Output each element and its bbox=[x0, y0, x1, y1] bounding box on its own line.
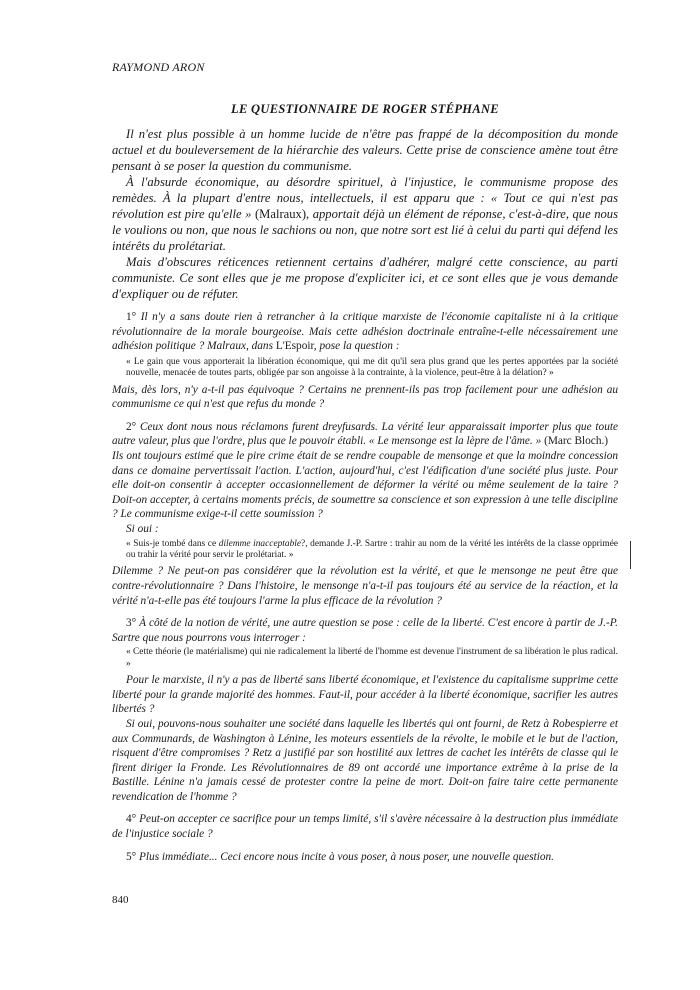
author-header: RAYMOND ARON bbox=[112, 60, 205, 74]
margin-rule bbox=[630, 541, 631, 569]
page-number: 840 bbox=[112, 894, 129, 907]
question-3-marxist: Pour le marxiste, il n'y a pas de liberté sans liberté économique, et l'existence du capitalisme supprime cette liberté pour la grande majorité des hommes. Faut-il, pour accéder à la liberté économique, sacrifier les autres libertés ? bbox=[112, 674, 618, 716]
article-body bbox=[112, 126, 618, 906]
si-oui-label: Si oui : bbox=[126, 522, 159, 535]
quote-sartre-materialisme: « Cette théorie (le matérialisme) qui nie radicalement la liberté de l'homme est devenue l'instrument de sa libération le plus radical. » bbox=[126, 647, 618, 669]
question-1-followup: Mais, dès lors, n'y a-t-il pas équivoque ? Certains ne prennent-ils pas trop facilement pour une adhésion au communisme ce qui n'est que refus du monde ? bbox=[112, 383, 618, 411]
question-3-si-oui: Si oui, pouvons-nous souhaiter une société dans laquelle les libertés qui ont fourni, de Retz à Robespierre et aux Communards, de Washington à Lénine, les moteurs essentiels de la révolte, le mobile et le but de l'action, risquent d'être compromises ? Retz a justifié par son hostilité aux lettres de cachet les intérêts de classe qui le firent diriger la Fronde. Les Révolutionnaires de 89 ont accordé une importance extrême à la prise de la Bastille. Lénine n'a jamais cessé de protester contre la peine de mort. Doit-on faire taire cette permanente revendication de l'homme ? bbox=[112, 717, 618, 803]
question-1: 1° Il n'y a sans doute rien à retrancher à la critique marxiste de l'économie capitaliste ni à la critique révolutionnaire de la morale bourgeoise. Mais cette adhésion doctrinale entraîne-t-elle nécessairement une adhésion politique ? Malraux, dans L'Espoir, pose la question : bbox=[112, 311, 619, 353]
question-2-followup: Dilemme ? Ne peut-on pas considérer que la révolution est la vérité, et que le mensonge ne peut être que contre-révolutionnaire ? Dans l'histoire, le mensonge n'a-t-il pas toujours été au service de la réaction, et la vérité n'a-t-elle pas été toujours l'arme la plus efficace de la révolution ? bbox=[112, 565, 618, 607]
question-2-body: Ils ont toujours estimé que le pire crime était de se rendre coupable de mensonge et que la moindre concession dans ce domaine pervertissait l'action. L'action, aujourd'hui, c'est l'édification d'une société plus juste. Pour elle doit-on consentir à accepter occasionnellement de déformer la vérité ou même seulement de la taire ? Doit-on accepter, à certains moments précis, de soumettre sa conscience et son expression à une telle discipline ? Le communisme exige-t-il cette soumission ? bbox=[112, 449, 618, 521]
article-title: LE QUESTIONNAIRE DE ROGER STÉPHANE bbox=[231, 102, 499, 116]
quote-malraux: « Le gain que vous apporterait la libération économique, qui me dit qu'il sera plus grand que les pertes apportées par la société nouvelle, menacée de toutes parts, obligée par son angoisse à la contrainte, à la violence, peut-être à la délation? » bbox=[126, 356, 618, 379]
quote-sartre-dilemme: « Suis-je tombé dans ce dilemme inacceptable?, demande J.-P. Sartre : trahir au nom de la vérité les intérêts de la classe opprimée ou trahir la vérité pour servir le prolétariat. » bbox=[126, 538, 619, 560]
intro-paragraph-2: À l'absurde économique, au désordre spirituel, à l'injustice, le communisme propose des remèdes. À la plupart d'entre nous, intellectuels, il est apparu que : « Tout ce qui n'est pas révolution est pire qu'elle » (Malraux), apportait déjà un élément de réponse, c'est-à-dire, que nous le voulions ou non, que nous le sachions ou non, que notre sort est lié à celui du parti qui défend les intérêts du prolétariat. bbox=[112, 175, 619, 253]
question-2: 2° Ceux dont nous nous réclamons furent dreyfusards. La vérité leur apparaissait importer plus que toute autre valeur, plus que l'ordre, plus que le pouvoir établi. « Le mensonge est la lèpre de l'âme. » (Marc Bloch.) bbox=[112, 420, 619, 448]
question-3: 3° À côté de la notion de vérité, une autre question se pose : celle de la liberté. C'est encore à partir de J.-P. Sartre que nous pourrons vous interroger : bbox=[112, 617, 618, 644]
intro-paragraph-3: Mais d'obscures réticences retiennent certains d'adhérer, malgré cette conscience, au parti communiste. Ce sont elles que je me propose d'expliciter ici, et ce sont elles que je vous demande d'expliquer ou de réfuter. bbox=[112, 255, 618, 301]
intro-paragraph-1: Il n'est plus possible à un homme lucide de n'être pas frappé de la décomposition du monde actuel et du bouleversement de la hiérarchie des valeurs. Cette prise de conscience amène tout être pensant à se poser la question du communisme. bbox=[112, 127, 618, 173]
question-4: 4° Peut-on accepter ce sacrifice pour un temps limité, s'il s'avère nécessaire à la destruction plus immédiate de l'injustice sociale ? bbox=[112, 813, 618, 841]
question-5: 5° Plus immédiate... Ceci encore nous incite à vous poser, à nous poser, une nouvelle question. bbox=[126, 850, 554, 863]
